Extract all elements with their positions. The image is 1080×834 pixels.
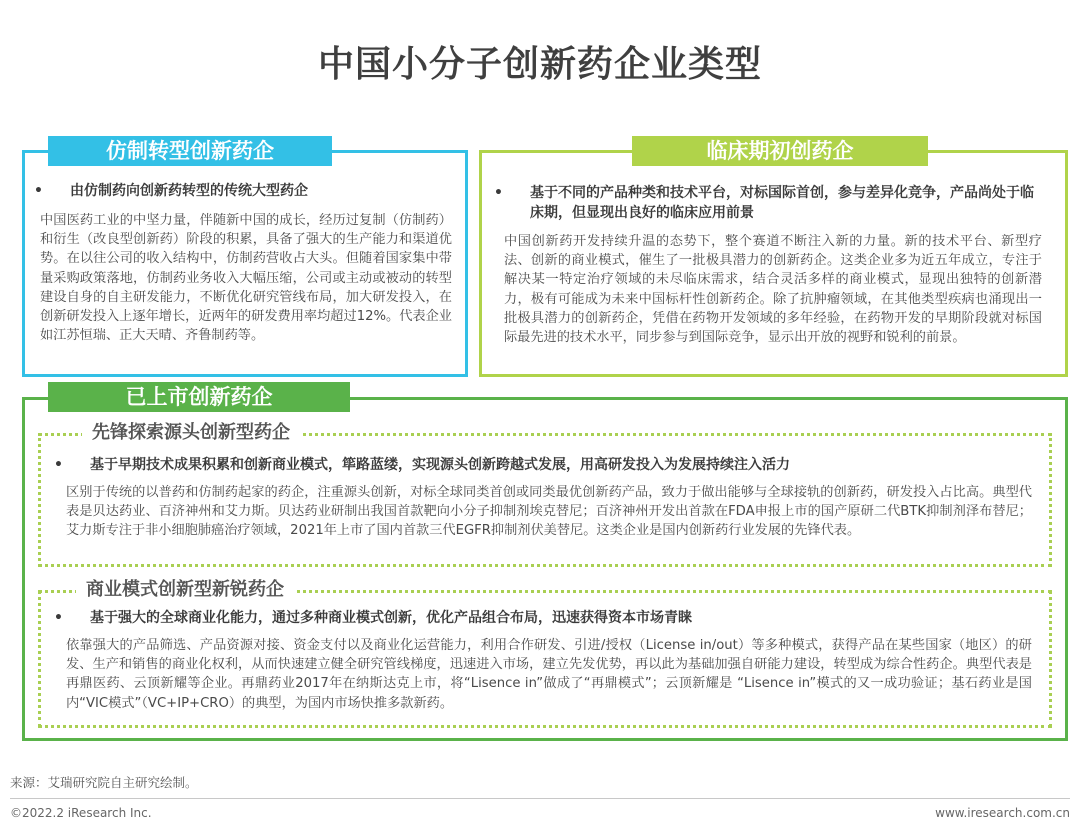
website-link[interactable]: www.iresearch.com.cn	[935, 806, 1070, 820]
pioneer-title: 先锋探索源头创新型药企	[82, 421, 300, 445]
pioneer-bullet-row	[50, 455, 1050, 475]
bullet-icon: •	[54, 457, 63, 473]
bullet-icon: •	[54, 610, 63, 626]
page-title: 中国小分子创新药企业类型	[317, 44, 762, 85]
business-bullet-row	[50, 608, 1050, 628]
bullet-icon: •	[34, 183, 43, 199]
source-note: 来源：艾瑞研究院自主研究绘制。	[10, 775, 198, 790]
business-description: 依靠强大的产品筛选、产品资源对接、资金支付以及商业化运营能力，利用合作研发、引进/授权（License in/out）等多种模式，获得产品在某些国家（地区）的研发、生产和销售的商业化权利，从而快速建立健全研究管线梯度，迅速进入市场，建立先发优势，再以此为基础加强自研能力建设，转型成为综合性药企。典型代表是再鼎医药、云顶新耀等企业。再鼎药业2017年在纳斯达克上市，将“Lisence in”做成了“再鼎模式”；云顶新耀是 “Lisence in”模式的又一成功验证；基石药业是国内“VIC模式”（VC+IP+CRO）的典型，为国内市场快推多款新药。	[66, 638, 1032, 711]
generic-transition-tag: 仿制转型创新药企	[48, 136, 332, 166]
listed-pharma-tag: 已上市创新药企	[48, 382, 350, 412]
footer-divider	[10, 798, 1070, 799]
generic-bullet-text: 由仿制药向创新药转型的传统大型药企	[70, 183, 308, 199]
business-title: 商业模式创新型新锐药企	[76, 578, 294, 602]
clinical-description: 中国创新药开发持续升温的态势下，整个赛道不断注入新的力量。新的技术平台、新型疗法、创新的商业模式，催生了一批极具潜力的创新药企。这类企业多为近五年成立，专注于解决某一特定治疗领域的未尽临床需求，结合灵活多样的商业模式，显现出独特的创新潜力，极有可能成为未来中国标杆性创新药企。除了抗肿瘤领域，在其他类型疾病也涌现出一批极具潜力的创新药企，凭借在药物开发领域的多年经验，在药物开发的早期阶段就对标国际最先进的技术水平，同步参与到国际竞争，显示出开放的视野和锐利的前景。	[504, 234, 1042, 346]
generic-bullet-row	[30, 181, 460, 201]
business-bullet-text: 基于强大的全球商业化能力，通过多种商业模式创新，优化产品组合布局，迅速获得资本市场青睐	[90, 610, 692, 626]
clinical-bullet-row	[490, 183, 1036, 223]
pioneer-description: 区别于传统的以普药和仿制药起家的药企，注重源头创新，对标全球同类首创或同类最优创新药产品，致力于做出能够与全球接轨的创新药，研发投入占比高。典型代表是贝达药业、百济神州和艾力斯。贝达药业研制出我国首款靶向小分子抑制剂埃克替尼；百济神州开发出首款在FDA申报上市的国产原研二代BTK抑制剂泽布替尼；艾力斯专注于非小细胞肺癌治疗领域，2021年上市了国内首款三代EGFR抑制剂伏美替尼。这类企业是国内创新药行业发展的先锋代表。	[66, 485, 1032, 539]
clinical-stage-tag: 临床期初创药企	[632, 136, 928, 166]
generic-description: 中国医药工业的中坚力量，伴随新中国的成长，经历过复制（仿制药）和衍生（改良型创新药）阶段的积累，具备了强大的生产能力和渠道优势。在以往公司的收入结构中，仿制药营收占大头。但随着国家集中带量采购政策落地，仿制药业务收入大幅压缩，公司或主动或被动的转型建设自身的自主研发能力，不断优化研究管线布局，加大研发投入，在创新研发投入上逐年增长，近两年的研发费用率均超过12%。代表企业如江苏恒瑞、正大天晴、齐鲁制药等。	[40, 213, 452, 344]
clinical-bullet-text: 基于不同的产品种类和技术平台，对标国际首创，参与差异化竞争，产品尚处于临床期，但显现出良好的临床应用前景	[530, 185, 1034, 221]
bullet-icon: •	[494, 185, 503, 201]
copyright: ©2022.2 iResearch Inc.	[10, 806, 152, 820]
pioneer-bullet-text: 基于早期技术成果积累和创新商业模式，筚路蓝缕，实现源头创新跨越式发展，用高研发投入为发展持续注入活力	[90, 457, 790, 473]
